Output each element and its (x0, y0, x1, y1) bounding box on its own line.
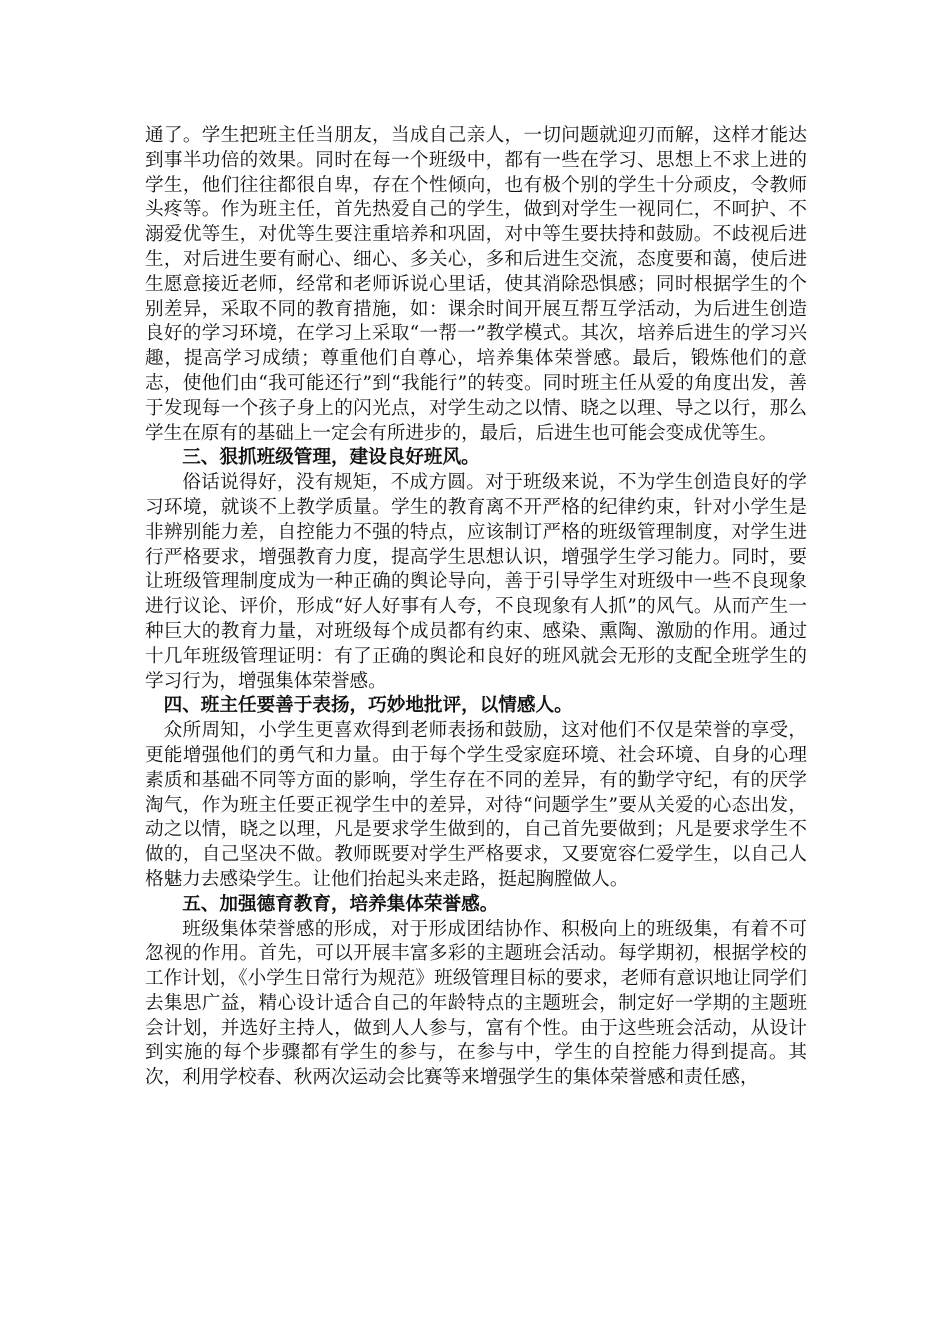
paragraph-continuation: 通了。学生把班主任当朋友，当成自己亲人，一切问题就迎刃而解，这样才能达到事半功倍的效果。同时在每一个班级中，都有一些在学习、思想上不求上进的学生，他们往往都很自卑，存在个性倾向，也有极个别的学生十分顽皮，令教师头疼等。作为班主任，首先热爱自己的学生，做到对学生一视同仁，不呵护、不溺爱优等生，对优等生要注重培养和巩固，对中等生要扶持和鼓励。不歧视后进生，对后进生要有耐心、细心、多关心，多和后进生交流，态度要和蔼，使后进生愿意接近老师，经常和老师诉说心里话，使其消除恐惧感；同时根据学生的个别差异，采取不同的教育措施，如：课余时间开展互帮互学活动，为后进生创造良好的学习环境，在学习上采取“一帮一”教学模式。其次，培养后进生的学习兴趣，提高学习成绩；尊重他们自尊心，培养集体荣誉感。最后，锻炼他们的意志，使他们由“我可能还行”到“我能行”的转变。同时班主任从爱的角度出发，善于发现每一个孩子身上的闪光点，对学生动之以情、晓之以理、导之以行，那么学生在原有的基础上一定会有所进步的，最后，后进生也可能会变成优等生。 (145, 125, 807, 444)
section-heading-4: 四、班主任要善于表扬，巧妙地批评，以情感人。 (163, 695, 573, 717)
paragraph-section-4: 众所周知，小学生更喜欢得到老师表扬和鼓励，这对他们不仅是荣誉的享受，更能增强他们的勇气和力量。由于每个学生受家庭环境、社会环境、自身的心理素质和基础不同等方面的影响，学生存在不同的差异，有的勤学守纪，有的厌学淘气，作为班主任要正视学生中的差异，对待“问题学生”要从关爱的心态出发，动之以情，晓之以理，凡是要求学生做到的，自己首先要做到；凡是要求学生不做的，自己坚决不做。教师既要对学生严格要求，又要宽容仁爱学生，以自己人格魅力去感染学生。让他们抬起头来走路，挺起胸膛做人。 (145, 720, 807, 890)
paragraph-section-5: 班级集体荣誉感的形成，对于形成团结协作、积极向上的班级集，有着不可忽视的作用。首先，可以开展丰富多彩的主题班会活动。每学期初，根据学校的工作计划，《小学生日常行为规范》班级管理目标的要求，老师有意识地让同学们去集思广益，精心设计适合自己的年龄特点的主题班会，制定好一学期的主题班会计划，并选好主持人，做到人人参与，富有个性。由于这些班会活动，从设计到实施的每个步骤都有学生的参与，在参与中，学生的自控能力得到提高。其次，利用学校春、秋两次运动会比赛等来增强学生的集体荣誉感和责任感， (145, 918, 807, 1089)
paragraph-section-3: 俗话说得好，没有规矩，不成方圆。对于班级来说，不为学生创造良好的学习环境，就谈不上教学质量。学生的教育离不开严格的纪律约束，针对小学生是非辨别能力差，自控能力不强的特点，应该制订严格的班级管理制度，对学生进行严格要求，增强教育力度，提高学生思想认识，增强学生学习能力。同时，要让班级管理制度成为一种正确的舆论导向，善于引导学生对班级中一些不良现象进行议论、评价，形成“好人好事有人夸，不良现象有人抓”的风气。从而产生一种巨大的教育力量，对班级每个成员都有约束、感染、熏陶、激励的作用。通过十几年班级管理证明：有了正确的舆论和良好的班风就会无形的支配全班学生的学习行为，增强集体荣誉感。 (145, 472, 807, 692)
document-page (145, 124, 807, 1091)
section-heading-3: 三、狠抓班级管理，建设良好班风。 (182, 447, 480, 469)
section-heading-5: 五、加强德育教育，培养集体荣誉感。 (182, 893, 499, 915)
